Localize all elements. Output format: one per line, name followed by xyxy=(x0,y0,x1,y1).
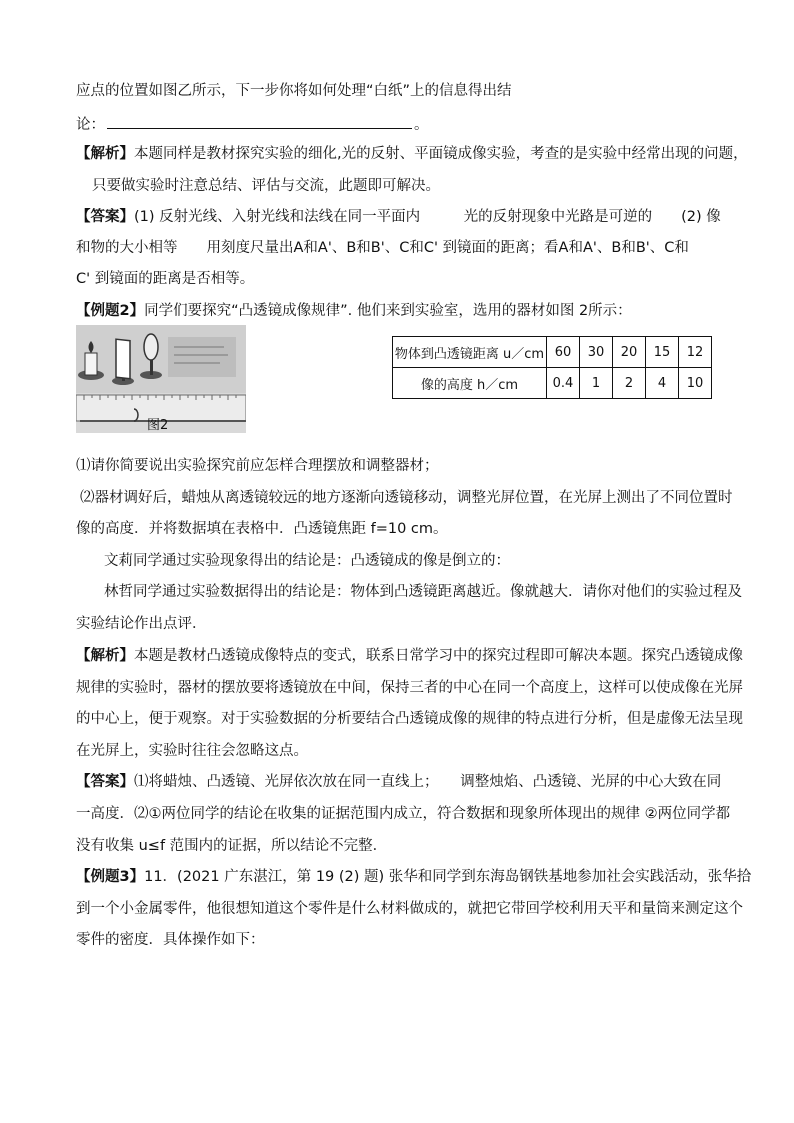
table-cell: 12 xyxy=(679,337,712,368)
answer-2-line-1 xyxy=(76,772,721,792)
example-3-line-1 xyxy=(76,867,751,887)
question-2-line-2: 像的高度．并将数据填在表格中．凸透镜焦距 f=10 cm。 xyxy=(76,521,448,537)
analysis-2-line-3: 的中心上，便于观察。对于实验数据的分析要结合凸透镜成像的规律的特点进行分析，但是虚像无法呈现 xyxy=(76,711,743,727)
answer-tag: 【答案】 xyxy=(76,774,134,790)
table-row xyxy=(393,368,712,399)
row-label-distance: 物体到凸透镜距离 u／cm xyxy=(393,337,547,368)
analysis-text: 本题是教材凸透镜成像特点的变式，联系日常学习中的探究过程即可解决本题。探究凸透镜成像 xyxy=(134,648,743,664)
lens-data-table xyxy=(392,336,712,399)
figure-caption: 图2 xyxy=(147,418,169,433)
example-3-line-2: 到一个小金属零件，他很想知道这个零件是什么材料做成的，就把它带回学校利用天平和量筒来测定这个 xyxy=(76,901,743,917)
answer-1-line-2: 和物的大小相等 用刻度尺量出A和A'、B和B'、C和C' 到镜面的距离；看A和A'、B和B'、C和 xyxy=(76,240,689,256)
text-line-1: 应点的位置如图乙所示，下一步你将如何处理“白纸”上的信息得出结 xyxy=(76,83,512,99)
analysis-2-line-2: 规律的实验时，器材的摆放要将透镜放在中间，保持三者的中心在同一个高度上，这样可以使成像在光屏 xyxy=(76,680,743,696)
table-cell: 10 xyxy=(679,368,712,399)
analysis-2-line-4: 在光屏上，实验时往往会忽略这点。 xyxy=(76,743,308,759)
table-cell: 60 xyxy=(547,337,580,368)
analysis-text: 本题同样是教材探究实验的细化,光的反射、平面镜成像实验，考查的是实验中经常出现的问题， xyxy=(134,146,748,162)
analysis-1-line-1 xyxy=(76,144,748,164)
question-4-line-2: 实验结论作出点评． xyxy=(76,616,207,632)
table-cell: 15 xyxy=(646,337,679,368)
analysis-1-line-2: 只要做实验时注意总结、评估与交流，此题即可解决。 xyxy=(92,178,440,194)
table-cell: 0.4 xyxy=(547,368,580,399)
answer-text: ⑴将蜡烛、凸透镜、光屏依次放在同一直线上； 调整烛焰、凸透镜、光屏的中心大致在同 xyxy=(134,774,722,790)
question-1: ⑴请你简要说出实验探究前应怎样合理摆放和调整器材； xyxy=(76,458,439,474)
analysis-2-line-1 xyxy=(76,646,743,666)
example-3-line-3: 零件的密度．具体操作如下： xyxy=(76,932,265,948)
answer-1-line-3: C' 到镜面的距离是否相等。 xyxy=(76,271,255,287)
answer-2-line-2: 一高度．⑵①两位同学的结论在收集的证据范围内成立，符合数据和现象所体现出的规律 ②两位同学都 xyxy=(76,806,731,822)
answer-blank xyxy=(107,114,412,129)
question-4-line-1: 林哲同学通过实验数据得出的结论是：物体到凸透镜距离越近。像就越大．请你对他们的实验过程及 xyxy=(104,584,742,600)
table-cell: 2 xyxy=(613,368,646,399)
table-cell: 20 xyxy=(613,337,646,368)
example-text: 11．(2021 广东湛江，第 19 (2) 题) 张华和同学到东海岛钢铁基地参加社会实践活动，张华拾 xyxy=(144,869,752,885)
table-cell: 1 xyxy=(580,368,613,399)
question-3: 文莉同学通过实验现象得出的结论是：凸透镜成的像是倒立的： xyxy=(104,553,510,569)
conclusion-prefix: 论： xyxy=(76,117,105,133)
analysis-tag: 【解析】 xyxy=(76,648,134,664)
answer-text: (1) 反射光线、入射光线和法线在同一平面内 光的反射现象中光路是可逆的 (2) 像 xyxy=(134,209,721,225)
question-2-line-1: ⑵器材调好后，蜡烛从离透镜较远的地方逐渐向透镜移动，调整光屏位置，在光屏上测出了不同位置时 xyxy=(80,490,733,506)
example-2-heading xyxy=(76,301,632,321)
example-text: 同学们要探究“凸透镜成像规律”. 他们来到实验室，选用的器材如图 2所示： xyxy=(144,303,632,319)
answer-1-line-1 xyxy=(76,207,721,227)
table-cell: 4 xyxy=(646,368,679,399)
example-tag: 【例题2】 xyxy=(76,303,145,319)
table-cell: 30 xyxy=(580,337,613,368)
answer-2-line-3: 没有收集 u≤f 范围内的证据，所以结论不完整． xyxy=(76,838,388,854)
text-line-2 xyxy=(76,114,429,135)
example-tag: 【例题3】 xyxy=(76,869,145,885)
row-label-height: 像的高度 h／cm xyxy=(393,368,547,399)
answer-tag: 【答案】 xyxy=(76,209,134,225)
analysis-tag: 【解析】 xyxy=(76,146,134,162)
conclusion-suffix: 。 xyxy=(414,117,429,133)
table-row xyxy=(393,337,712,368)
